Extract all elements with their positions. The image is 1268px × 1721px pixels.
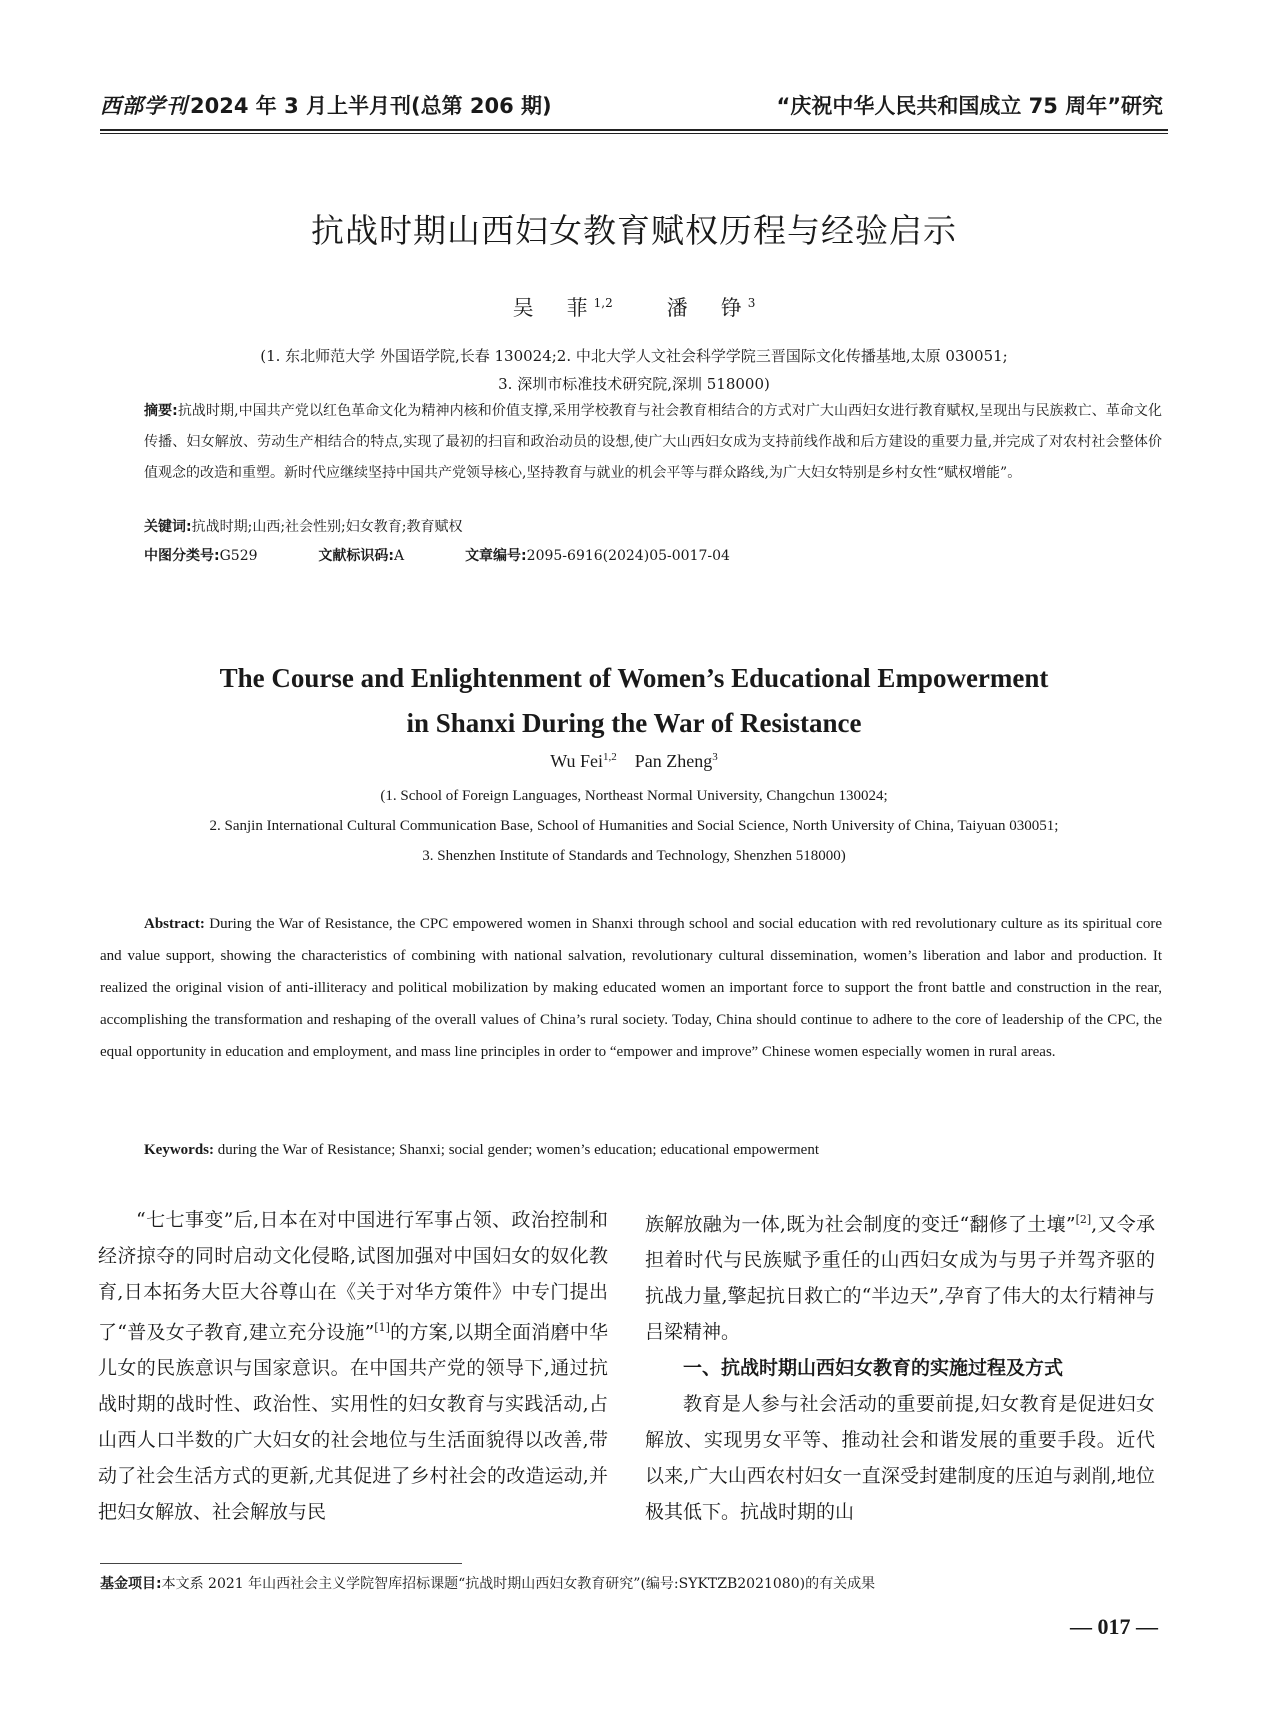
body-text: 族解放融为一体,既为社会制度的变迁“翻修了土壤” (645, 1213, 1076, 1236)
body-text: ,又令承担着时代与民族赋予重任的山西妇女成为与男子并驾齐驱的抗战力量,擎起抗日救亡的“半边天”,孕育了伟大的太行精神与吕梁精神。 (645, 1213, 1156, 1344)
authors-en (0, 751, 1268, 772)
abstract-label: 摘要: (144, 403, 178, 419)
doc-code-label: 文献标识码: (318, 548, 395, 564)
section-heading: 一、抗战时期山西妇女教育的实施过程及方式 (683, 1357, 1064, 1380)
keywords-label: Keywords: (144, 1142, 214, 1158)
author-affiliation-mark: 3 (747, 296, 756, 310)
affiliation-en-line: 3. Shenzhen Institute of Standards and Technology, Shenzhen 518000) (422, 848, 846, 864)
body-paragraph (645, 1202, 1155, 1350)
author-affiliation-mark: 1,2 (603, 751, 617, 763)
keywords-label: 关键词: (144, 519, 192, 535)
keywords-text: 抗战时期;山西;社会性别;妇女教育;教育赋权 (191, 519, 463, 535)
abstract-cn (144, 396, 1162, 489)
article-title-en-line1: The Course and Enlightenment of Women’s Educational Empowerment (219, 663, 1049, 693)
body-column-left (98, 1202, 608, 1530)
article-no-value: 2095-6916(2024)05-0017-04 (526, 548, 730, 564)
journal-issue-header (100, 90, 552, 120)
author-name: Wu Fei (550, 751, 604, 771)
affiliation-en-line: 2. Sanjin International Cultural Communication Base, School of Humanities and Social Science, North University of China, Taiyuan 030051; (209, 818, 1059, 834)
citation-ref[interactable]: [2] (1075, 1213, 1092, 1226)
article-title-en-line2: in Shanxi During the War of Resistance (406, 708, 862, 738)
footnote-text: 本文系 2021 年山西社会主义学院智库招标课题“抗战时期山西妇女教育研究”(编号:SYKTZB2021080)的有关成果 (161, 1576, 876, 1592)
author-name: 潘 铮 (666, 296, 748, 320)
affiliation-cn-line: 3. 深圳市标准技术研究院,深圳 518000) (498, 375, 770, 393)
keywords-cn (144, 512, 1162, 543)
body-text: 的方案,以期全面消磨中华儿女的民族意识与国家意识。在中国共产党的领导下,通过抗战时期的战时性、政治性、实用性的妇女教育与实践活动,占山西人口半数的广大妇女的社会地位与生活面貌得以改善,带动了社会生活方式的更新,尤其促进了乡村社会的改造运动,并把妇女解放、社会解放与民 (98, 1321, 608, 1524)
body-paragraph: 教育是人参与社会活动的重要前提,妇女教育是促进妇女解放、实现男女平等、推动社会和谐发展的重要手段。近代以来,广大山西农村妇女一直深受封建制度的压迫与剥削,地位极其低下。抗战时期的山 (645, 1393, 1155, 1524)
authors-cn (0, 292, 1268, 322)
funding-footnote (100, 1573, 1162, 1593)
keywords-text: during the War of Resistance; Shanxi; social gender; women’s education; educational empowerment (217, 1142, 820, 1158)
journal-logo: 西部学刊 (100, 93, 188, 118)
author-name: 吴 菲 (512, 296, 594, 320)
footnote-rule (100, 1563, 462, 1564)
doc-code-value: A (394, 548, 405, 564)
header-rule-thin (100, 133, 1168, 134)
affiliation-cn-line: (1. 东北师范大学 外国语学院,长春 130024;2. 中北大学人文社会科学学院三晋国际文化传播基地,太原 030051; (260, 347, 1008, 365)
author-affiliation-mark: 1,2 (593, 296, 613, 310)
article-no-label: 文章编号: (465, 548, 527, 564)
clc-value: G529 (219, 548, 258, 564)
body-column-right (645, 1202, 1155, 1530)
clc-label: 中图分类号: (144, 548, 220, 564)
article-title-cn: 抗战时期山西妇女教育赋权历程与经验启示 (311, 211, 957, 250)
column-title: “庆祝中华人民共和国成立 75 周年”研究 (776, 94, 1163, 118)
abstract-label: Abstract: (144, 916, 205, 932)
abstract-text: During the War of Resistance, the CPC empowered women in Shanxi through school and social education with red revolutionary culture as its spiritual core and value support, showing the characteristics of combining with national salvation, revolutionary cultural dissemination, women’s liberation and labor and production. It realized the original vision of anti-illiteracy and political mobilization by making educated women an important force to support the front battle and construction in the rear, accomplishing the transformation and reshaping of the overall values of China’s rural society. Today, China should continue to adhere to the core of leadership of the CPC, the equal opportunity in education and employment, and mass line principles in order to “empower and improve” Chinese women especially women in rural areas. (100, 916, 1162, 1060)
classification-line (144, 541, 1162, 572)
abstract-en (100, 908, 1162, 1068)
body-text: “七七事变”后,日本在对中国进行军事占领、政治控制和经济掠夺的同时启动文化侵略,试图加强对中国妇女的奴化教育,日本拓务大臣大谷尊山在《关于对华方策件》中专门提出了“普及女子教育,建立充分设施” (98, 1209, 608, 1344)
page-number: — 017 — (1070, 1614, 1158, 1639)
author-affiliation-mark: 3 (712, 751, 718, 763)
citation-ref[interactable]: [1] (374, 1321, 390, 1334)
issue-info: 2024 年 3 月上半月刊(总第 206 期) (190, 94, 552, 118)
affiliation-en-line: (1. School of Foreign Languages, Northeast Normal University, Changchun 130024; (380, 788, 888, 804)
keywords-en (144, 1138, 1162, 1162)
footnote-label: 基金项目: (100, 1576, 162, 1592)
author-name: Pan Zheng (634, 751, 713, 771)
body-paragraph (98, 1202, 608, 1530)
abstract-text: 抗战时期,中国共产党以红色革命文化为精神内核和价值支撑,采用学校教育与社会教育相结合的方式对广大山西妇女进行教育赋权,呈现出与民族救亡、革命文化传播、妇女解放、劳动生产相结合的特点,实现了最初的扫盲和政治动员的设想,使广大山西妇女成为支持前线作战和后方建设的重要力量,并完成了对农村社会整体价值观念的改造和重塑。新时代应继续坚持中国共产党领导核心,坚持教育与就业的机会平等与群众路线,为广大妇女特别是乡村女性“赋权增能”。 (144, 403, 1162, 481)
header-rule-thick (100, 129, 1168, 131)
